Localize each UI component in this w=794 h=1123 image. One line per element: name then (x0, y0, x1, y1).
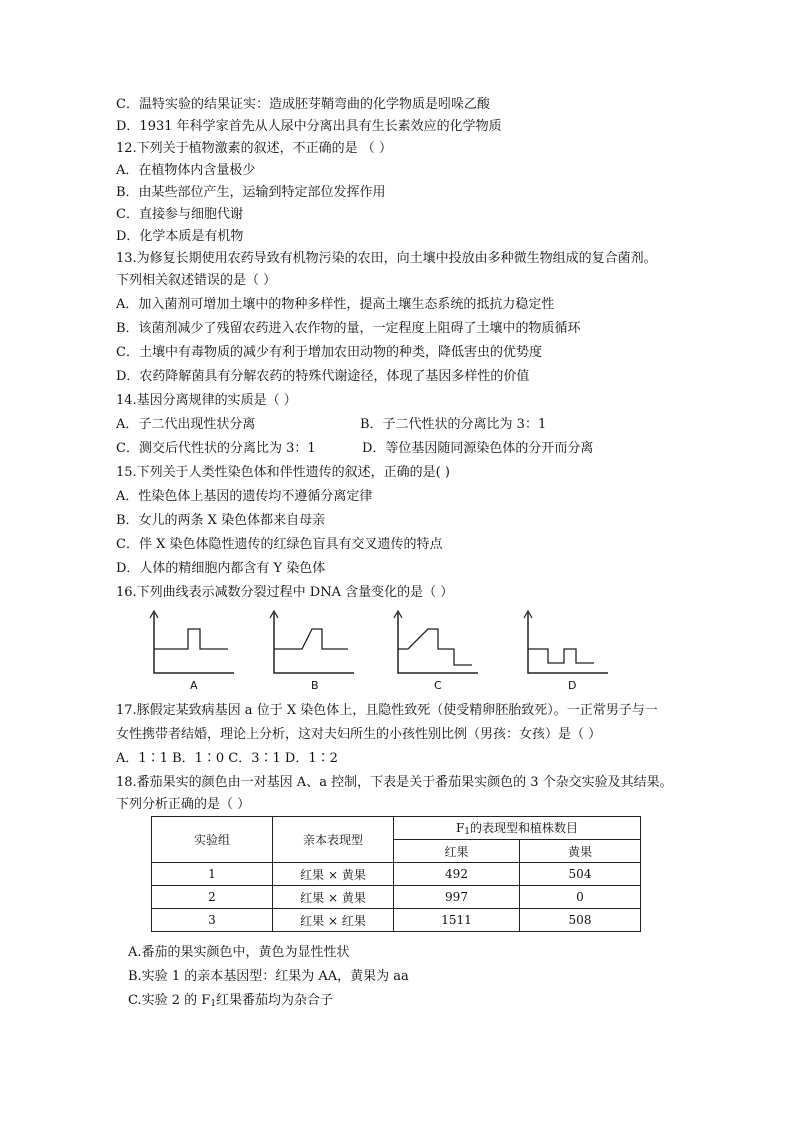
q14-option-d: D．等位基因随同源染色体的分开而分离 (362, 441, 594, 456)
table-row (152, 863, 641, 886)
q12-option-b: B．由某些部位产生，运输到特定部位发挥作用 (116, 185, 386, 200)
graph-c (392, 609, 482, 681)
graph-b (268, 609, 358, 681)
cell-yellow: 504 (520, 863, 641, 886)
graph-a (148, 609, 238, 681)
q18-option-b: B.实验 1 的亲本基因型：红果为 AA，黄果为 aa (128, 969, 409, 984)
q12-option-c: C．直接参与细胞代谢 (116, 207, 243, 222)
graph-b-label: B (311, 679, 319, 692)
question-12: 12.下列关于植物激素的叙述，不正确的是 （ ） (116, 141, 392, 156)
cell-red: 997 (394, 886, 520, 909)
header-yellow: 黄果 (520, 840, 641, 863)
cell-yellow: 0 (520, 886, 641, 909)
question-13: 13.为修复长期使用农药导致有机物污染的农田，向土壤中投放由多种微生物组成的复合菌剂。 (116, 251, 657, 266)
q15-option-c: C．伴 X 染色体隐性遗传的红绿色盲具有交叉遗传的特点 (116, 537, 443, 552)
graph-d (522, 609, 612, 681)
q14-option-a: A．子二代出现性状分离 (116, 417, 256, 432)
q15-option-b: B．女儿的两条 X 染色体都来自母亲 (116, 513, 326, 528)
question-17-cont: 女性携带者结婚，理论上分析，这对夫妇所生的小孩性别比例（男孩：女孩）是（ ） (116, 727, 602, 742)
q18-option-c: C.实验 2 的 $F_1$红果番茄均为杂合子 (128, 993, 334, 1009)
header-red: 红果 (394, 840, 520, 863)
header-parent: 亲本表现型 (273, 817, 394, 863)
q15-option-d: D．人体的精细胞内都含有 Y 染色体 (116, 561, 326, 576)
cross-results-table (151, 816, 641, 932)
question-15: 15.下列关于人类性染色体和伴性遗传的叙述，正确的是( ) (116, 465, 450, 480)
option-d-line: D．1931 年科学家首先从人尿中分离出具有生长素效应的化学物质 (116, 119, 502, 134)
cell-red: 492 (394, 863, 520, 886)
cell-red: 1511 (394, 909, 520, 932)
question-16: 16.下列曲线表示减数分裂过程中 DNA 含量变化的是（ ） (116, 585, 454, 600)
q17-options: A．1∶1 B．1∶0 C．3∶1 D．1∶2 (116, 751, 338, 766)
q13-option-c: C．土壤中有毒物质的减少有利于增加农田动物的种类，降低害虫的优势度 (116, 345, 542, 360)
cell-parent: 红果 × 黄果 (273, 863, 394, 886)
graph-d-label: D (568, 679, 577, 692)
q13-option-d: D．农药降解菌具有分解农药的特殊代谢途径，体现了基因多样性的价值 (116, 369, 530, 384)
q18-option-a: A.番茄的果实颜色中，黄色为显性性状 (128, 945, 350, 960)
header-group: 实验组 (152, 817, 273, 863)
question-17: 17.豚假定某致病基因 a 位于 X 染色体上，且隐性致死（使受精卵胚胎致死）。一正常男子与一 (116, 703, 658, 718)
graph-a-label: A (190, 679, 198, 692)
table-row (152, 909, 641, 932)
question-13-cont: 下列相关叙述错误的是（ ） (116, 273, 277, 288)
cell-parent: 红果 × 红果 (273, 909, 394, 932)
q13-option-b: B．该菌剂减少了残留农药进入农作物的量，一定程度上阻碍了土壤中的物质循环 (116, 321, 581, 336)
question-18: 18.番茄果实的颜色由一对基因 A、a 控制，下表是关于番茄果实颜色的 3 个杂交实验及其结果。 (116, 775, 673, 790)
header-f1: $F_1$的表现型和植株数目 (394, 817, 641, 840)
question-14: 14.基因分离规律的实质是（ ） (116, 393, 297, 408)
cell-parent: 红果 × 黄果 (273, 886, 394, 909)
graph-c-label: C (434, 679, 442, 692)
cell-group: 3 (152, 909, 273, 932)
q14-option-b: B．子二代性状的分离比为 3：1 (360, 417, 547, 432)
cell-group: 2 (152, 886, 273, 909)
q12-option-d: D．化学本质是有机物 (116, 229, 244, 244)
table-row (152, 886, 641, 909)
cell-group: 1 (152, 863, 273, 886)
q14-option-c: C．测交后代性状的分离比为 3：1 (116, 441, 316, 456)
question-18-cont: 下列分析正确的是（ ） (116, 797, 251, 812)
cell-yellow: 508 (520, 909, 641, 932)
q15-option-a: A．性染色体上基因的遗传均不遵循分离定律 (116, 489, 373, 504)
q13-option-a: A．加入菌剂可增加土壤中的物种多样性，提高土壤生态系统的抵抗力稳定性 (116, 297, 555, 312)
q12-option-a: A．在植物体内含量极少 (116, 163, 256, 178)
option-c-line: C．温特实验的结果证实：造成胚芽鞘弯曲的化学物质是吲哚乙酸 (116, 97, 490, 112)
